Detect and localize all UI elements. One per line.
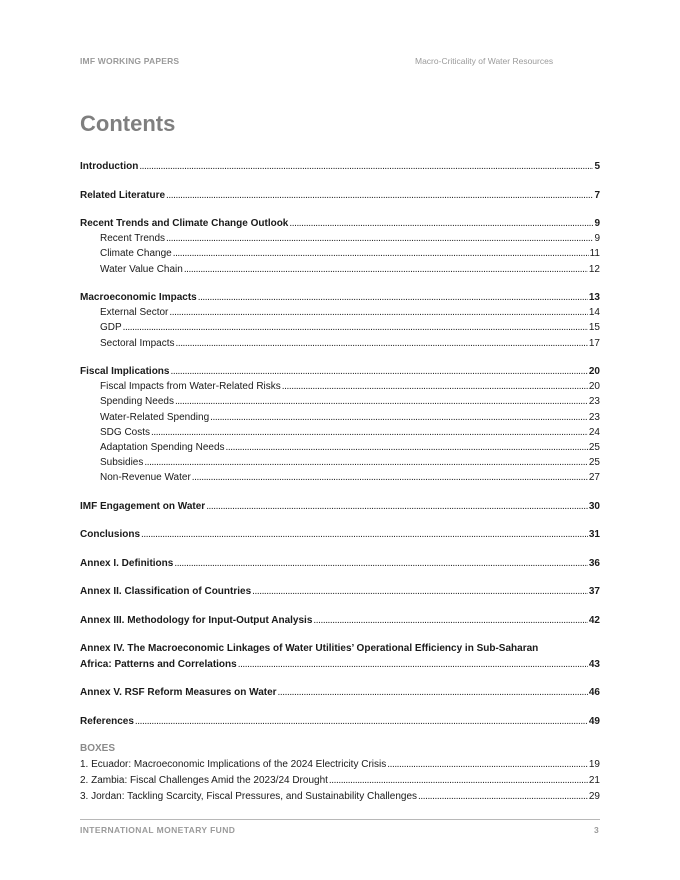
- dot-leader: [175, 395, 588, 408]
- toc-page: 42: [588, 615, 600, 626]
- box-page: 19: [588, 759, 600, 770]
- dot-leader: [175, 337, 587, 350]
- dot-leader: [206, 500, 588, 513]
- toc-page: 9: [594, 218, 600, 229]
- dot-leader: [210, 411, 588, 424]
- dot-leader: [226, 441, 588, 454]
- boxes-heading: BOXES: [80, 743, 116, 754]
- toc-label: Fiscal Implications: [80, 366, 170, 377]
- dot-leader: [123, 321, 588, 334]
- toc-label: Africa: Patterns and Correlations: [80, 659, 237, 670]
- box-label: 1. Ecuador: Macroeconomic Implications of the 2024 Electricity Crisis: [80, 759, 387, 770]
- toc-label: Conclusions: [80, 529, 141, 540]
- toc-page: 7: [594, 190, 600, 201]
- dot-leader: [418, 790, 588, 803]
- toc-page: 13: [588, 292, 600, 303]
- dot-leader: [289, 217, 593, 230]
- toc-label: Recent Trends and Climate Change Outlook: [80, 218, 289, 229]
- toc-entry-sectoral-impacts[interactable]: [100, 337, 600, 350]
- box-label: 2. Zambia: Fiscal Challenges Amid the 2023/24 Drought: [80, 775, 328, 786]
- dot-leader: [139, 160, 593, 173]
- toc-entry-water-related-spending[interactable]: [100, 411, 600, 424]
- toc-entry-gdp[interactable]: [100, 321, 600, 334]
- toc-page: 5: [594, 161, 600, 172]
- toc-entry-sdg-costs[interactable]: [100, 426, 600, 439]
- dot-leader: [166, 189, 593, 202]
- toc-entry-fiscal-implications[interactable]: [80, 365, 600, 378]
- dot-leader: [313, 614, 587, 627]
- toc-page: 20: [588, 381, 600, 392]
- dot-leader: [252, 585, 588, 598]
- toc-entry-climate-change[interactable]: [100, 247, 600, 260]
- toc-label: Macroeconomic Impacts: [80, 292, 197, 303]
- toc-entry-annex-3[interactable]: [80, 614, 600, 627]
- dot-leader: [238, 658, 588, 671]
- toc-page: 37: [588, 586, 600, 597]
- toc-entry-external-sector[interactable]: [100, 306, 600, 319]
- toc-entry-fiscal-impacts-risks[interactable]: [100, 380, 600, 393]
- toc-page: 23: [588, 396, 600, 407]
- dot-leader: [166, 232, 593, 245]
- toc-label: Water-Related Spending: [100, 412, 210, 423]
- toc-entry-subsidies[interactable]: [100, 456, 600, 469]
- box-entry-ecuador[interactable]: [80, 758, 600, 771]
- toc-label: SDG Costs: [100, 427, 151, 438]
- toc-page: 30: [588, 501, 600, 512]
- footer-rule: [80, 819, 600, 820]
- toc-label: Annex III. Methodology for Input-Output Analysis: [80, 615, 313, 626]
- toc-entry-annex-5[interactable]: [80, 686, 600, 699]
- toc-label: Spending Needs: [100, 396, 174, 407]
- box-page: 29: [588, 791, 600, 802]
- toc-page: 9: [594, 233, 600, 244]
- toc-page: 27: [588, 472, 600, 483]
- toc-page: 15: [588, 322, 600, 333]
- toc-entry-annex-4-line1[interactable]: Annex IV. The Macroeconomic Linkages of Water Utilities’ Operational Efficiency in Sub-Saharan: [80, 643, 539, 654]
- toc-page: 17: [588, 338, 600, 349]
- dot-leader: [282, 380, 588, 393]
- toc-label: Water Value Chain: [100, 264, 183, 275]
- toc-label: References: [80, 716, 134, 727]
- dot-leader: [198, 291, 588, 304]
- toc-page: 25: [588, 457, 600, 468]
- toc-entry-related-literature[interactable]: [80, 189, 600, 202]
- footer-page-number: 3: [594, 825, 599, 835]
- dot-leader: [141, 528, 588, 541]
- running-header-right: Macro-Criticality of Water Resources: [415, 56, 554, 66]
- toc-label: Annex II. Classification of Countries: [80, 586, 252, 597]
- toc-entry-references[interactable]: [80, 715, 600, 728]
- toc-label: Recent Trends: [100, 233, 166, 244]
- footer-publisher: INTERNATIONAL MONETARY FUND: [80, 825, 236, 835]
- box-entry-jordan[interactable]: [80, 790, 600, 803]
- toc-page: 46: [588, 687, 600, 698]
- toc-page: 11: [589, 248, 600, 259]
- toc-page: 49: [588, 716, 600, 727]
- toc-label: Non-Revenue Water: [100, 472, 191, 483]
- dot-leader: [278, 686, 588, 699]
- toc-entry-conclusions[interactable]: [80, 528, 600, 541]
- box-page: 21: [588, 775, 600, 786]
- dot-leader: [387, 758, 588, 771]
- toc-page: 14: [588, 307, 600, 318]
- toc-label: GDP: [100, 322, 122, 333]
- toc-label: Sectoral Impacts: [100, 338, 175, 349]
- dot-leader: [192, 471, 588, 484]
- toc-entry-recent-trends-outlook[interactable]: [80, 217, 600, 230]
- toc-page: 31: [588, 529, 600, 540]
- toc-entry-introduction[interactable]: [80, 160, 600, 173]
- dot-leader: [144, 456, 588, 469]
- toc-entry-adaptation-spending[interactable]: [100, 441, 600, 454]
- toc-label: Annex I. Definitions: [80, 558, 174, 569]
- toc-label: Adaptation Spending Needs: [100, 442, 225, 453]
- toc-label: Annex V. RSF Reform Measures on Water: [80, 687, 277, 698]
- toc-entry-macroeconomic-impacts[interactable]: [80, 291, 600, 304]
- dot-leader: [173, 247, 589, 260]
- toc-entry-water-value-chain[interactable]: [100, 263, 600, 276]
- dot-leader: [135, 715, 588, 728]
- dot-leader: [184, 263, 588, 276]
- box-entry-zambia[interactable]: [80, 774, 600, 787]
- toc-page: 25: [588, 442, 600, 453]
- toc-entry-non-revenue-water[interactable]: [100, 471, 600, 484]
- toc-entry-spending-needs[interactable]: [100, 395, 600, 408]
- toc-label: Introduction: [80, 161, 139, 172]
- box-label: 3. Jordan: Tackling Scarcity, Fiscal Pressures, and Sustainability Challenges: [80, 791, 418, 802]
- toc-label: Subsidies: [100, 457, 144, 468]
- dot-leader: [170, 365, 587, 378]
- toc-page: 36: [588, 558, 600, 569]
- toc-entry-imf-engagement[interactable]: [80, 500, 600, 513]
- toc-label: Climate Change: [100, 248, 172, 259]
- toc-label: External Sector: [100, 307, 169, 318]
- dot-leader: [174, 557, 588, 570]
- toc-entry-recent-trends[interactable]: [100, 232, 600, 245]
- toc-page: 23: [588, 412, 600, 423]
- toc-page: 24: [588, 427, 600, 438]
- toc-label: Related Literature: [80, 190, 166, 201]
- toc-label: IMF Engagement on Water: [80, 501, 206, 512]
- toc-label: Fiscal Impacts from Water-Related Risks: [100, 381, 281, 392]
- dot-leader: [151, 426, 588, 439]
- toc-page: 20: [588, 366, 600, 377]
- toc-entry-annex-1[interactable]: [80, 557, 600, 570]
- running-header-left: IMF WORKING PAPERS: [80, 56, 180, 66]
- toc-entry-annex-2[interactable]: [80, 585, 600, 598]
- toc-entry-annex-4[interactable]: [80, 658, 600, 671]
- dot-leader: [329, 774, 588, 787]
- toc-page: 12: [588, 264, 600, 275]
- page-title: Contents: [80, 111, 176, 136]
- toc-page: 43: [588, 659, 600, 670]
- dot-leader: [169, 306, 588, 319]
